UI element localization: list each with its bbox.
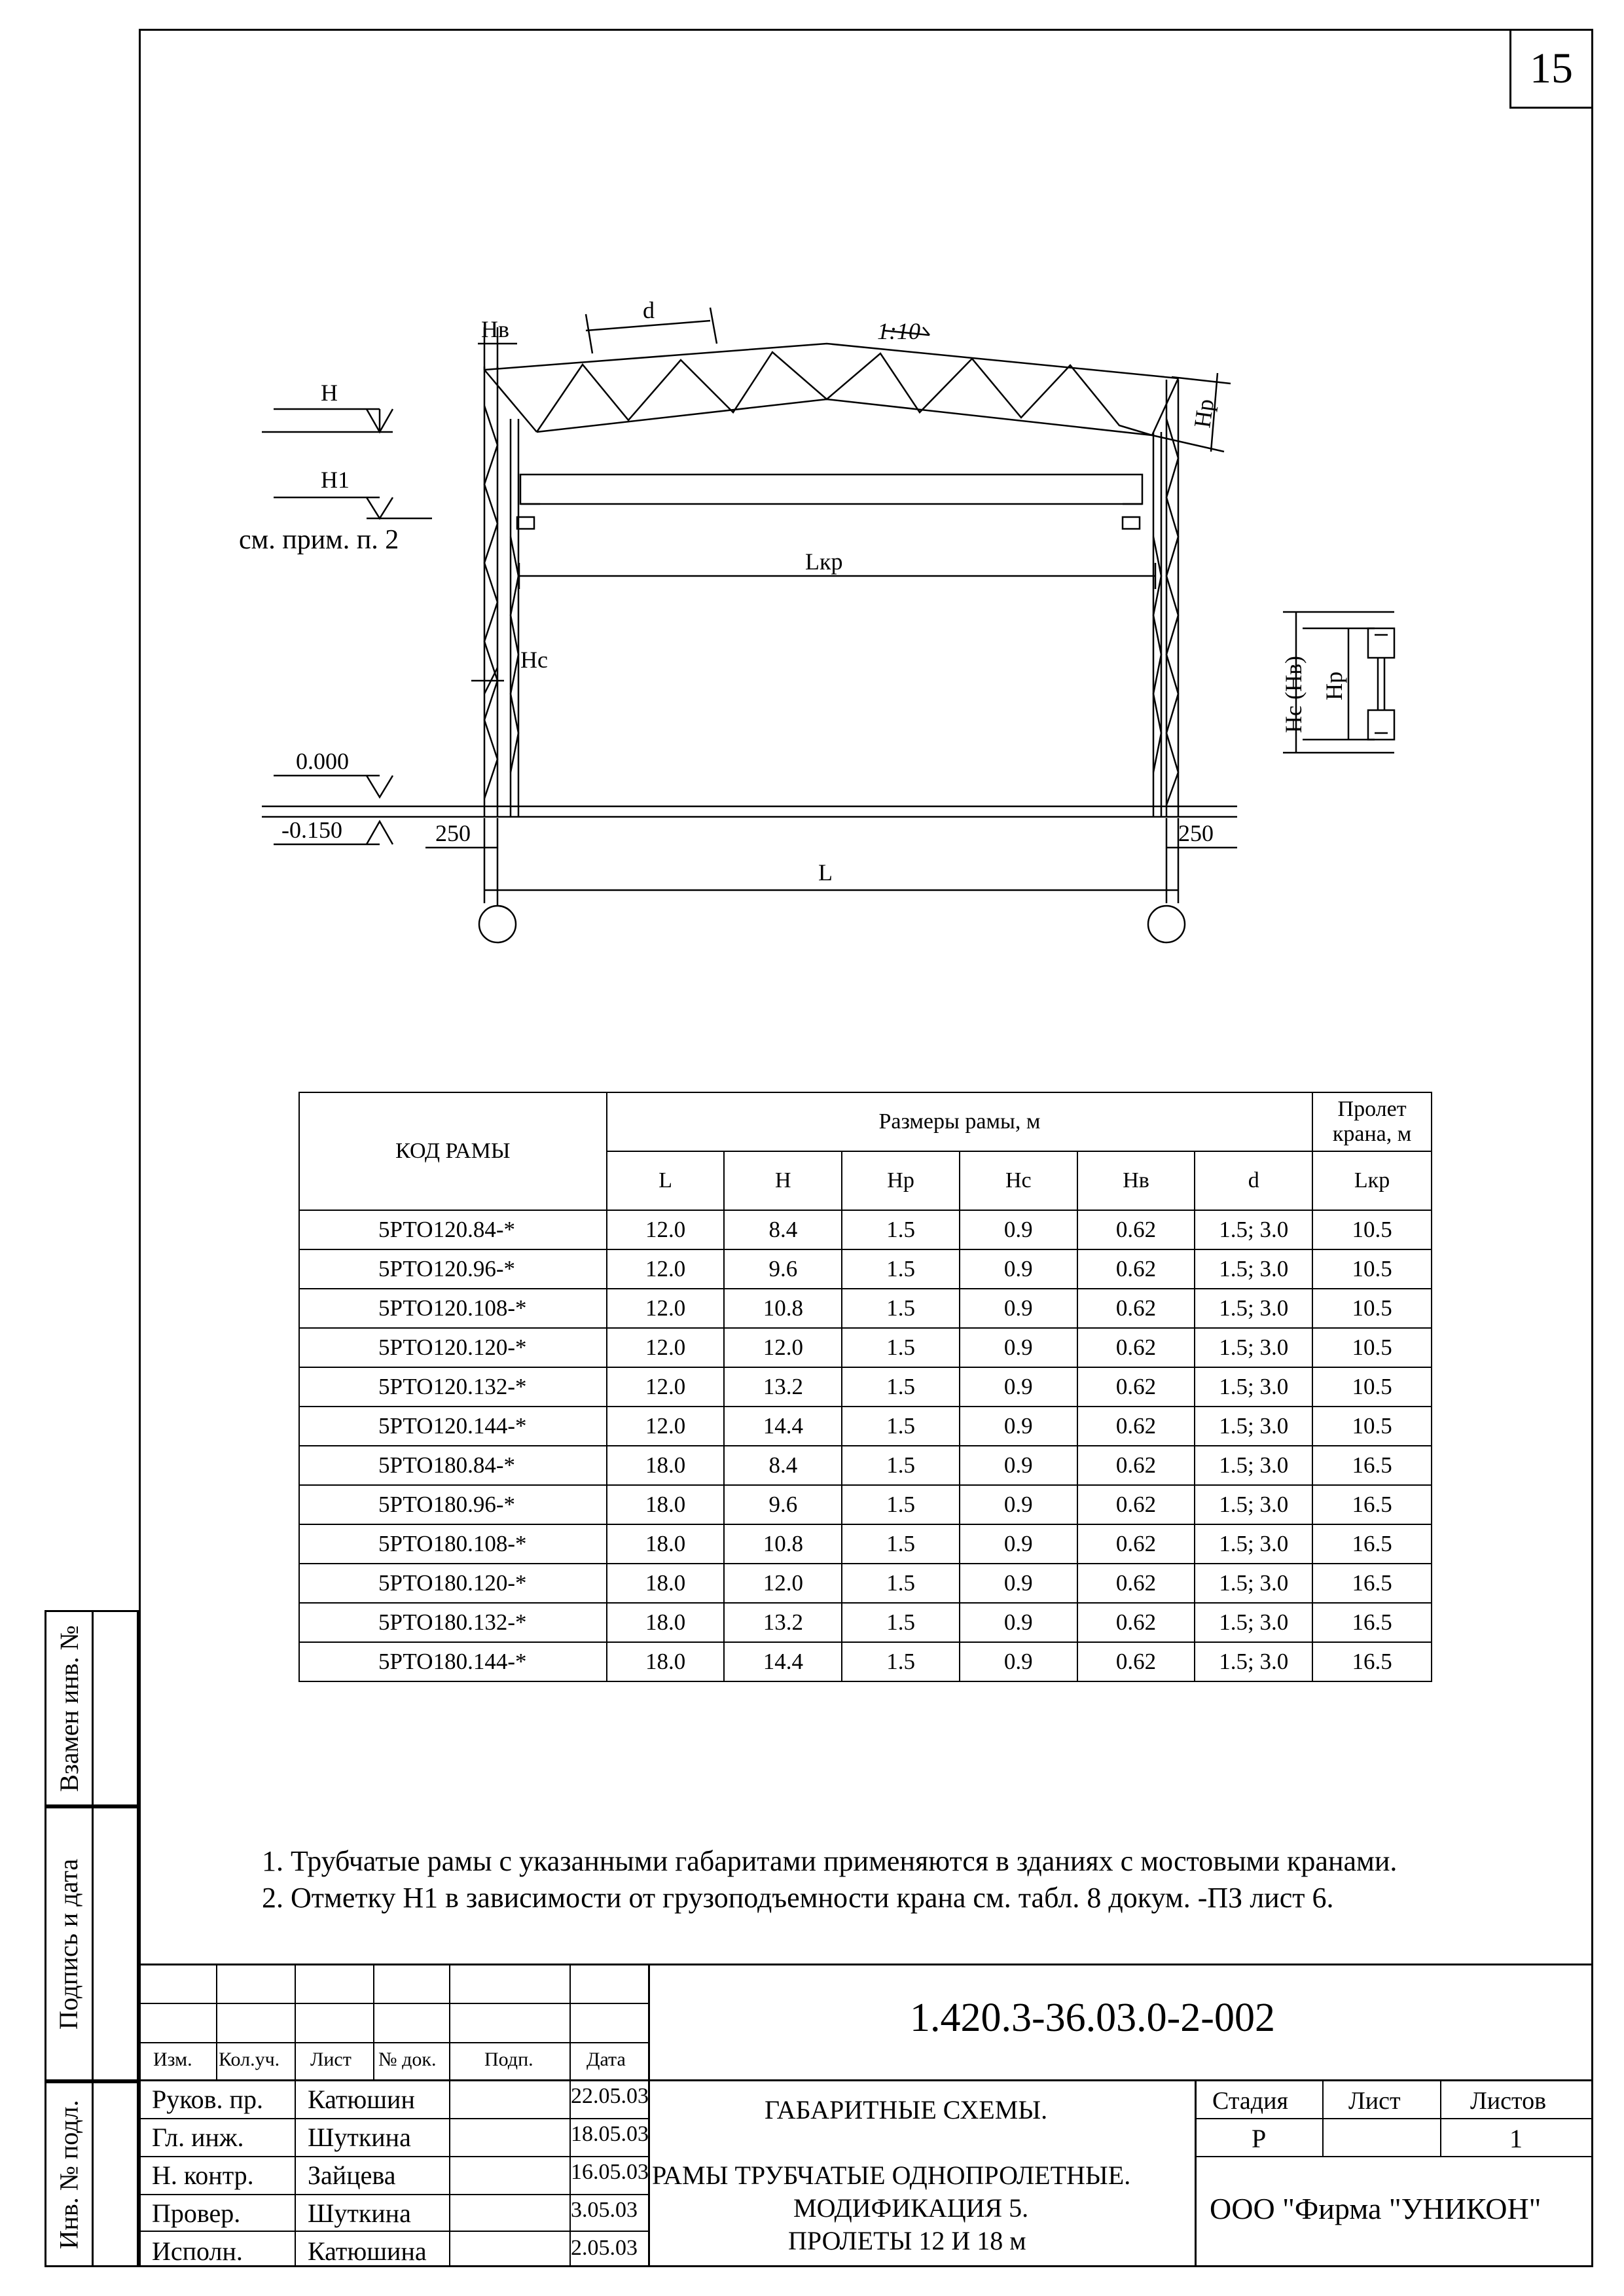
cell-Hr: 1.5	[842, 1564, 960, 1603]
cell-L: 12.0	[607, 1407, 725, 1446]
cell-Hc: 0.9	[960, 1289, 1077, 1328]
cell-Lcr: 10.5	[1312, 1249, 1432, 1289]
cell-code: 5РТО180.108-*	[299, 1524, 607, 1564]
label-zero-mark: 0.000	[296, 748, 349, 774]
title-line-3: МОДИФИКАЦИЯ 5.	[793, 2193, 1029, 2223]
header-col-H: H	[724, 1151, 842, 1210]
title-line-1: ГАБАРИТНЫЕ СХЕМЫ.	[765, 2095, 1048, 2125]
doc-code: 1.420.3-36.03.0-2-002	[910, 1996, 1275, 2040]
cell-H: 8.4	[724, 1446, 842, 1485]
col-header-izm: Изм.	[153, 2049, 192, 2070]
table-row	[299, 1603, 1432, 1642]
label-Hv: Hв	[481, 316, 509, 342]
cell-Hr: 1.5	[842, 1289, 960, 1328]
stamp-divider	[92, 1610, 94, 2267]
cell-H: 10.8	[724, 1289, 842, 1328]
header-sizes-group: Размеры рамы, м	[607, 1092, 1312, 1151]
label-d: d	[643, 297, 655, 323]
cell-code: 5РТО180.120-*	[299, 1564, 607, 1603]
label-offset-left: 250	[435, 820, 471, 846]
col-header-sign: Подп.	[484, 2049, 533, 2070]
cell-d: 1.5; 3.0	[1195, 1642, 1312, 1681]
signature-name: Катюшина	[308, 2236, 427, 2266]
cell-code: 5РТО180.96-*	[299, 1485, 607, 1524]
cell-H: 9.6	[724, 1249, 842, 1289]
cell-d: 1.5; 3.0	[1195, 1249, 1312, 1289]
cell-code: 5РТО180.84-*	[299, 1446, 607, 1485]
signature-name: Катюшин	[308, 2085, 415, 2114]
cell-Lcr: 16.5	[1312, 1564, 1432, 1603]
label-L: L	[818, 859, 833, 886]
cell-Hv: 0.62	[1077, 1564, 1195, 1603]
cell-d: 1.5; 3.0	[1195, 1367, 1312, 1407]
cell-H: 13.2	[724, 1603, 842, 1642]
cell-Hc: 0.9	[960, 1407, 1077, 1446]
sheets-value: 1	[1509, 2124, 1523, 2153]
stamp-replaced-inv: Взамен инв. №	[54, 1624, 84, 1792]
cell-Hc: 0.9	[960, 1367, 1077, 1407]
cell-Hc: 0.9	[960, 1210, 1077, 1249]
note-1: 1. Трубчатые рамы с указанными габаритами применяются в зданиях с мостовыми кранами.	[262, 1845, 1398, 1877]
signature-name: Шуткина	[308, 2198, 411, 2228]
cell-L: 18.0	[607, 1446, 725, 1485]
stage-label: Стадия	[1212, 2087, 1288, 2115]
cell-Hv: 0.62	[1077, 1603, 1195, 1642]
label-Lcr: Lкр	[805, 548, 843, 575]
signature-role: Н. контр.	[152, 2161, 254, 2190]
cell-H: 12.0	[724, 1328, 842, 1367]
signature-name: Шуткина	[308, 2123, 411, 2152]
cell-H: 10.8	[724, 1524, 842, 1564]
cell-Hr: 1.5	[842, 1210, 960, 1249]
cell-H: 14.4	[724, 1407, 842, 1446]
sheet-label: Лист	[1348, 2087, 1401, 2115]
cell-Hv: 0.62	[1077, 1249, 1195, 1289]
title-line-4: ПРОЛЕТЫ 12 И 18 м	[788, 2226, 1026, 2255]
cell-d: 1.5; 3.0	[1195, 1407, 1312, 1446]
cell-d: 1.5; 3.0	[1195, 1289, 1312, 1328]
cell-Lcr: 16.5	[1312, 1603, 1432, 1642]
col-header-date: Дата	[586, 2049, 626, 2070]
signature-date: 16.05.03	[571, 2160, 649, 2184]
signature-role: Исполн.	[152, 2236, 243, 2266]
col-header-list: Лист	[310, 2049, 352, 2070]
label-H: H	[321, 380, 338, 406]
table-row	[299, 1642, 1432, 1681]
cell-Hr: 1.5	[842, 1446, 960, 1485]
label-see-note: см. прим. п. 2	[239, 525, 399, 555]
label-Hr: Hр	[1189, 397, 1219, 430]
cell-Hv: 0.62	[1077, 1289, 1195, 1328]
cell-Hr: 1.5	[842, 1328, 960, 1367]
cell-code: 5РТО120.84-*	[299, 1210, 607, 1249]
cell-Hc: 0.9	[960, 1249, 1077, 1289]
cell-H: 8.4	[724, 1210, 842, 1249]
cell-Hv: 0.62	[1077, 1210, 1195, 1249]
cell-Hc: 0.9	[960, 1564, 1077, 1603]
cell-Hv: 0.62	[1077, 1407, 1195, 1446]
cell-H: 9.6	[724, 1485, 842, 1524]
cell-d: 1.5; 3.0	[1195, 1446, 1312, 1485]
cell-Lcr: 10.5	[1312, 1210, 1432, 1249]
cell-L: 18.0	[607, 1485, 725, 1524]
label-offset-right: 250	[1178, 820, 1214, 846]
cell-L: 12.0	[607, 1289, 725, 1328]
cell-L: 18.0	[607, 1603, 725, 1642]
cell-code: 5РТО120.96-*	[299, 1249, 607, 1289]
label-Hc: Hc	[520, 647, 548, 673]
signature-role: Руков. пр.	[152, 2085, 263, 2114]
header-span-group: Пролет крана, м	[1312, 1092, 1432, 1151]
signature-date: 3.05.03	[571, 2198, 638, 2222]
cell-Hc: 0.9	[960, 1485, 1077, 1524]
col-header-kol: Кол.уч.	[219, 2049, 280, 2070]
cell-H: 12.0	[724, 1564, 842, 1603]
cell-Hr: 1.5	[842, 1642, 960, 1681]
cell-Hr: 1.5	[842, 1407, 960, 1446]
header-col-L: L	[607, 1151, 725, 1210]
header-code: КОД РАМЫ	[299, 1092, 607, 1210]
cell-code: 5РТО120.132-*	[299, 1367, 607, 1407]
cell-L: 18.0	[607, 1524, 725, 1564]
note-2: 2. Отметку H1 в зависимости от грузоподъемности крана см. табл. 8 докум. -ПЗ лист 6.	[262, 1882, 1334, 1914]
cell-Hr: 1.5	[842, 1485, 960, 1524]
cell-Hr: 1.5	[842, 1249, 960, 1289]
cell-Hc: 0.9	[960, 1642, 1077, 1681]
cell-Hc: 0.9	[960, 1446, 1077, 1485]
cell-Hv: 0.62	[1077, 1642, 1195, 1681]
header-col-Hv: Hв	[1077, 1151, 1195, 1210]
signature-date: 22.05.03	[571, 2084, 649, 2108]
table-row	[299, 1407, 1432, 1446]
cell-H: 13.2	[724, 1367, 842, 1407]
header-col-Hc: Hc	[960, 1151, 1077, 1210]
cell-Hv: 0.62	[1077, 1524, 1195, 1564]
table-row	[299, 1367, 1432, 1407]
cell-Lcr: 16.5	[1312, 1485, 1432, 1524]
table-row	[299, 1524, 1432, 1564]
label-detail-Hr: Hр	[1321, 672, 1347, 700]
cell-d: 1.5; 3.0	[1195, 1485, 1312, 1524]
cell-Hv: 0.62	[1077, 1328, 1195, 1367]
cell-Lcr: 16.5	[1312, 1642, 1432, 1681]
cell-code: 5РТО120.108-*	[299, 1289, 607, 1328]
cell-Hv: 0.62	[1077, 1367, 1195, 1407]
cell-Lcr: 10.5	[1312, 1367, 1432, 1407]
cell-Hv: 0.62	[1077, 1485, 1195, 1524]
cell-Hc: 0.9	[960, 1524, 1077, 1564]
cell-Hr: 1.5	[842, 1524, 960, 1564]
label-minus-mark: -0.150	[281, 817, 342, 843]
table-row	[299, 1289, 1432, 1328]
cell-Hc: 0.9	[960, 1603, 1077, 1642]
signature-role: Гл. инж.	[152, 2123, 244, 2152]
stamp-sign-date: Подпись и дата	[54, 1858, 84, 2030]
cell-code: 5РТО180.132-*	[299, 1603, 607, 1642]
frame-drawing	[0, 0, 1624, 982]
cell-d: 1.5; 3.0	[1195, 1328, 1312, 1367]
cell-Lcr: 16.5	[1312, 1524, 1432, 1564]
col-header-doc: № док.	[378, 2049, 437, 2070]
frame-sizes-table	[298, 1092, 1432, 1682]
cell-H: 14.4	[724, 1642, 842, 1681]
cell-L: 12.0	[607, 1328, 725, 1367]
table-row	[299, 1249, 1432, 1289]
header-col-Lcr: Lкр	[1312, 1151, 1432, 1210]
cell-L: 12.0	[607, 1210, 725, 1249]
header-col-Hr: Hр	[842, 1151, 960, 1210]
cell-Lcr: 10.5	[1312, 1407, 1432, 1446]
company-name: ООО "Фирма "УНИКОН"	[1210, 2192, 1542, 2225]
stage-value: Р	[1252, 2124, 1267, 2153]
cell-L: 12.0	[607, 1367, 725, 1407]
signature-date: 2.05.03	[571, 2236, 638, 2260]
cell-d: 1.5; 3.0	[1195, 1210, 1312, 1249]
stamp-inv-orig: Инв. № подл.	[54, 2100, 84, 2249]
cell-d: 1.5; 3.0	[1195, 1564, 1312, 1603]
sheets-label: Листов	[1470, 2087, 1547, 2115]
cell-d: 1.5; 3.0	[1195, 1524, 1312, 1564]
cell-Lcr: 10.5	[1312, 1289, 1432, 1328]
table-row	[299, 1564, 1432, 1603]
signature-date: 18.05.03	[571, 2122, 649, 2146]
cell-L: 18.0	[607, 1642, 725, 1681]
table-row	[299, 1485, 1432, 1524]
header-col-d: d	[1195, 1151, 1312, 1210]
cell-Hr: 1.5	[842, 1367, 960, 1407]
signature-name: Зайцева	[308, 2161, 396, 2190]
table-row	[299, 1446, 1432, 1485]
label-H1: H1	[321, 467, 350, 493]
cell-L: 12.0	[607, 1249, 725, 1289]
cell-L: 18.0	[607, 1564, 725, 1603]
cell-Hc: 0.9	[960, 1328, 1077, 1367]
table-row	[299, 1210, 1432, 1249]
cell-Hv: 0.62	[1077, 1446, 1195, 1485]
cell-d: 1.5; 3.0	[1195, 1603, 1312, 1642]
cell-Lcr: 16.5	[1312, 1446, 1432, 1485]
cell-code: 5РТО180.144-*	[299, 1642, 607, 1681]
table-row	[299, 1328, 1432, 1367]
cell-Hr: 1.5	[842, 1603, 960, 1642]
label-detail-HcHv: Hc (Hв)	[1280, 656, 1307, 733]
cell-code: 5РТО120.120-*	[299, 1328, 607, 1367]
sheet-number: 15	[1509, 29, 1593, 109]
title-line-2: РАМЫ ТРУБЧАТЫЕ ОДНОПРОЛЕТНЫЕ.	[652, 2161, 1131, 2190]
label-slope: 1:10	[877, 318, 920, 344]
signature-role: Провер.	[152, 2198, 241, 2228]
cell-Lcr: 10.5	[1312, 1328, 1432, 1367]
cell-code: 5РТО120.144-*	[299, 1407, 607, 1446]
